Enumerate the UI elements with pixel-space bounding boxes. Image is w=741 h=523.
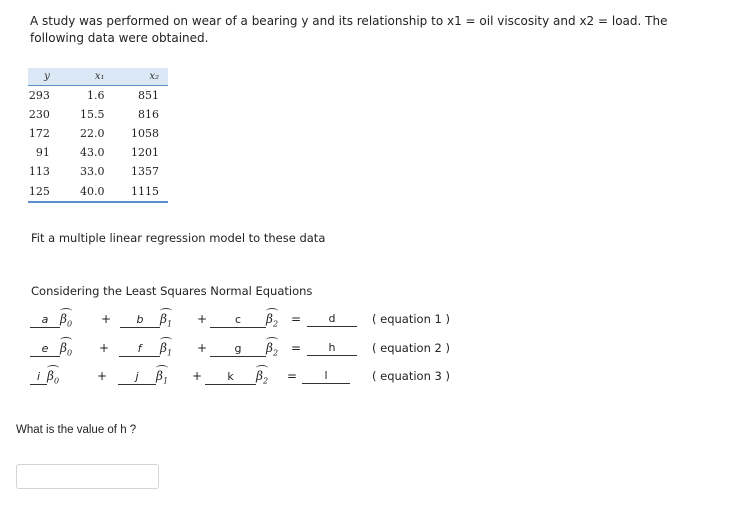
question-text: What is the value of h ? (16, 424, 137, 436)
cell-x2: 1201 (131, 146, 159, 159)
beta-0-hat: $\beta_0$ (60, 312, 73, 329)
blank-f: f (119, 342, 160, 357)
plus-sign: + (197, 312, 208, 326)
blank-e: e (30, 342, 60, 357)
beta-2-hat: $\beta_2$ (256, 369, 269, 386)
beta-0-hat: $\beta_0$ (47, 369, 60, 386)
cell-x2: 1058 (131, 127, 159, 140)
column-header-x2: x₂ (112, 68, 168, 86)
cell-y: 230 (28, 108, 50, 121)
equation-label: ( equation 2 ) (372, 341, 450, 355)
plus-sign: + (197, 341, 208, 355)
table-header-row (28, 68, 168, 86)
equals-sign: = (287, 369, 298, 383)
plus-sign: + (192, 369, 203, 383)
blank-c: c (210, 313, 266, 328)
beta-1-hat: $\beta_1$ (160, 312, 173, 329)
column-header-y: y (28, 68, 57, 86)
table-row (28, 105, 168, 124)
blank-a: a (30, 313, 60, 328)
cell-y: 293 (28, 89, 50, 102)
cell-y: 113 (28, 165, 50, 178)
cell-x2: 816 (138, 108, 159, 121)
blank-d: d (307, 312, 357, 327)
blank-i: i (30, 370, 47, 385)
beta-2-hat: $\beta_2$ (266, 312, 279, 329)
beta-0-hat: $\beta_0$ (60, 341, 73, 358)
equation-label: ( equation 1 ) (372, 312, 450, 326)
instruction-text: Fit a multiple linear regression model to these data (31, 231, 326, 245)
equals-sign: = (291, 312, 302, 326)
table-row (28, 162, 168, 181)
blank-h: h (307, 341, 357, 356)
cell-x1: 40.0 (57, 181, 113, 202)
plus-sign: + (97, 369, 108, 383)
equation-row-2 (0, 341, 741, 361)
beta-1-hat: $\beta_1$ (156, 369, 169, 386)
cell-y: 125 (28, 181, 57, 202)
plus-sign: + (101, 312, 112, 326)
normal-equations-title: Considering the Least Squares Normal Equations (31, 284, 313, 298)
cell-x1: 43.0 (79, 146, 105, 159)
blank-j: j (118, 370, 156, 385)
beta-2-hat: $\beta_2$ (266, 341, 279, 358)
blank-l: l (302, 369, 350, 384)
table-row (28, 86, 168, 106)
cell-x1: 1.6 (86, 89, 105, 102)
beta-1-hat: $\beta_1$ (160, 341, 173, 358)
cell-x1: 15.5 (79, 108, 105, 121)
equation-row-3 (0, 369, 741, 389)
answer-input[interactable] (16, 464, 159, 489)
data-table (28, 68, 168, 203)
problem-statement: A study was performed on wear of a bearing y and its relationship to x1 = oil viscosity and x2 = load. The following data were obtained. (30, 14, 668, 45)
column-header-x1: x₁ (57, 68, 113, 86)
blank-b: b (120, 313, 160, 328)
cell-y: 91 (35, 146, 50, 159)
blank-k: k (205, 370, 256, 385)
table-row (28, 124, 168, 143)
equation-row-1 (0, 312, 741, 332)
plus-sign: + (99, 341, 110, 355)
cell-x2: 1115 (112, 181, 168, 202)
cell-x1: 22.0 (79, 127, 105, 140)
cell-x2: 851 (138, 89, 159, 102)
cell-x2: 1357 (131, 165, 159, 178)
table-row (28, 143, 168, 162)
cell-y: 172 (28, 127, 50, 140)
cell-x1: 33.0 (79, 165, 105, 178)
table-row (28, 181, 168, 202)
equals-sign: = (291, 341, 302, 355)
equation-label: ( equation 3 ) (372, 369, 450, 383)
blank-g: g (210, 342, 266, 357)
